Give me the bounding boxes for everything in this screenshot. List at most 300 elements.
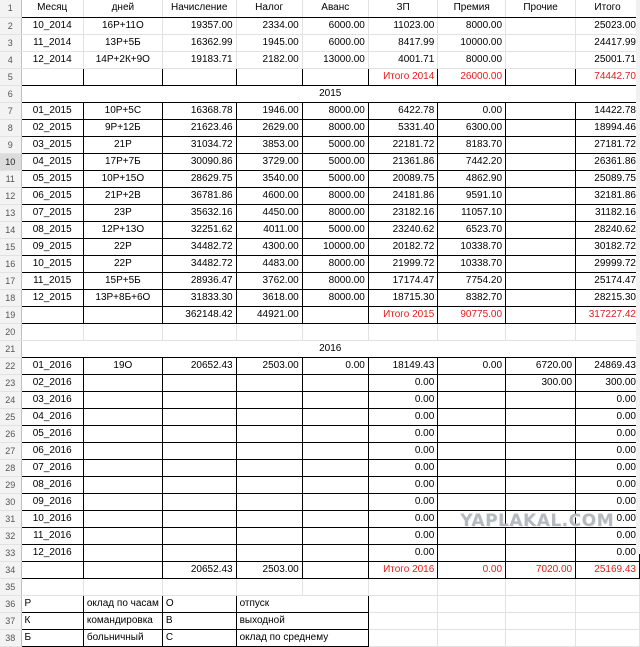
cell-salary[interactable]: 24181.86 (368, 187, 437, 204)
empty-cell[interactable] (162, 578, 236, 595)
cell-tax[interactable]: 2503.00 (236, 561, 302, 578)
cell-advance[interactable]: 5000.00 (302, 170, 368, 187)
cell-bonus-total[interactable]: 0.00 (438, 561, 506, 578)
cell-advance[interactable] (302, 391, 368, 408)
cell-other[interactable] (506, 391, 576, 408)
cell-month[interactable]: 04_2015 (21, 153, 83, 170)
cell-salary[interactable]: 0.00 (368, 527, 437, 544)
cell-accrual[interactable] (162, 544, 236, 561)
row-header[interactable]: 4 (0, 51, 21, 68)
cell-tax[interactable]: 4600.00 (236, 187, 302, 204)
cell-days[interactable]: 13Р+8Б+6О (83, 289, 162, 306)
row-header[interactable]: 19 (0, 306, 21, 323)
empty-cell[interactable] (302, 578, 368, 595)
cell-other[interactable]: 300.00 (506, 374, 576, 391)
cell-salary[interactable]: 4001.71 (368, 51, 437, 68)
cell-tax[interactable]: 4300.00 (236, 238, 302, 255)
empty-cell[interactable] (83, 578, 162, 595)
cell-salary[interactable]: 0.00 (368, 493, 437, 510)
row-header[interactable]: 32 (0, 527, 21, 544)
cell-advance[interactable]: 6000.00 (302, 17, 368, 34)
cell-accrual[interactable]: 28629.75 (162, 170, 236, 187)
cell-total[interactable]: 30182.72 (576, 238, 640, 255)
cell-month[interactable]: 12_2015 (21, 289, 83, 306)
cell-other[interactable] (506, 255, 576, 272)
cell-month[interactable] (21, 561, 83, 578)
cell-total[interactable]: 25023.00 (576, 17, 640, 34)
cell-total[interactable]: 24417.99 (576, 34, 640, 51)
empty-cell[interactable] (576, 595, 640, 612)
cell-accrual[interactable]: 35632.16 (162, 204, 236, 221)
cell-tax[interactable]: 3618.00 (236, 289, 302, 306)
cell-bonus[interactable]: 4862.90 (438, 170, 506, 187)
cell-days[interactable] (83, 442, 162, 459)
cell-bonus[interactable] (438, 391, 506, 408)
cell-accrual[interactable]: 30090.86 (162, 153, 236, 170)
cell-month[interactable]: 08_2015 (21, 221, 83, 238)
cell-days[interactable] (83, 561, 162, 578)
cell-days[interactable] (83, 527, 162, 544)
cell-month[interactable]: 05_2016 (21, 425, 83, 442)
empty-cell[interactable] (83, 323, 162, 340)
cell-accrual[interactable]: 34482.72 (162, 255, 236, 272)
cell-tax[interactable] (236, 527, 302, 544)
legend-text[interactable]: оклад по среднему (236, 629, 368, 646)
cell-salary[interactable]: 23240.62 (368, 221, 437, 238)
cell-days[interactable] (83, 493, 162, 510)
cell-total[interactable]: 0.00 (576, 476, 640, 493)
cell-other[interactable] (506, 408, 576, 425)
empty-cell[interactable] (506, 629, 576, 646)
row-header[interactable]: 22 (0, 357, 21, 374)
empty-cell[interactable] (368, 629, 437, 646)
empty-cell[interactable] (162, 323, 236, 340)
cell-bonus[interactable]: 6300.00 (438, 119, 506, 136)
cell-other[interactable] (506, 136, 576, 153)
cell-accrual[interactable] (162, 510, 236, 527)
cell-month[interactable]: 10_2016 (21, 510, 83, 527)
cell-total[interactable]: 0.00 (576, 459, 640, 476)
cell-other[interactable] (506, 493, 576, 510)
cell-advance[interactable]: 5000.00 (302, 153, 368, 170)
empty-cell[interactable] (506, 595, 576, 612)
cell-month[interactable]: 11_2016 (21, 527, 83, 544)
cell-bonus[interactable]: 8183.70 (438, 136, 506, 153)
cell-salary[interactable]: 20089.75 (368, 170, 437, 187)
empty-cell[interactable] (368, 578, 437, 595)
cell-total[interactable]: 25001.71 (576, 51, 640, 68)
row-header[interactable]: 9 (0, 136, 21, 153)
row-header[interactable]: 26 (0, 425, 21, 442)
cell-days[interactable]: 13Р+5Б (83, 34, 162, 51)
total-label[interactable]: Итого 2014 (368, 68, 437, 85)
cell-salary[interactable]: 0.00 (368, 408, 437, 425)
cell-tax[interactable] (236, 510, 302, 527)
row-header[interactable]: 35 (0, 578, 21, 595)
cell-other[interactable] (506, 102, 576, 119)
cell-bonus[interactable]: 9591.10 (438, 187, 506, 204)
cell-month[interactable]: 07_2016 (21, 459, 83, 476)
cell-bonus[interactable]: 8382.70 (438, 289, 506, 306)
cell-grand-total[interactable]: 74442.70 (576, 68, 640, 85)
empty-cell[interactable] (438, 578, 506, 595)
cell-advance[interactable] (302, 561, 368, 578)
total-label[interactable]: Итого 2016 (368, 561, 437, 578)
legend-code[interactable]: С (162, 629, 236, 646)
year-header[interactable]: 2015 (21, 85, 640, 102)
cell-advance[interactable] (302, 442, 368, 459)
cell-bonus[interactable] (438, 459, 506, 476)
cell-days[interactable] (83, 391, 162, 408)
cell-days[interactable]: 22Р (83, 238, 162, 255)
cell-accrual[interactable] (162, 493, 236, 510)
cell-total[interactable]: 28240.62 (576, 221, 640, 238)
cell-month[interactable]: 11_2015 (21, 272, 83, 289)
cell-bonus[interactable]: 7754.20 (438, 272, 506, 289)
cell-days[interactable] (83, 306, 162, 323)
row-header[interactable]: 37 (0, 612, 21, 629)
cell-salary[interactable]: 22181.72 (368, 136, 437, 153)
cell-days[interactable]: 17Р+7Б (83, 153, 162, 170)
cell-total[interactable]: 29999.72 (576, 255, 640, 272)
cell-month[interactable]: 10_2015 (21, 255, 83, 272)
cell-salary[interactable]: 5331.40 (368, 119, 437, 136)
cell-bonus[interactable]: 11057.10 (438, 204, 506, 221)
cell-tax[interactable] (236, 476, 302, 493)
vertical-scrollbar[interactable] (636, 0, 640, 554)
legend-text[interactable]: отпуск (236, 595, 368, 612)
empty-cell[interactable] (368, 612, 437, 629)
column-header[interactable]: Начисление (162, 0, 236, 17)
cell-total[interactable]: 14422.78 (576, 102, 640, 119)
cell-accrual[interactable]: 16362.99 (162, 34, 236, 51)
empty-cell[interactable] (576, 578, 640, 595)
empty-cell[interactable] (236, 578, 302, 595)
row-header[interactable]: 23 (0, 374, 21, 391)
legend-code[interactable]: О (162, 595, 236, 612)
empty-cell[interactable] (236, 323, 302, 340)
total-label[interactable]: Итого 2015 (368, 306, 437, 323)
cell-salary[interactable]: 18715.30 (368, 289, 437, 306)
cell-salary[interactable]: 0.00 (368, 425, 437, 442)
cell-days[interactable]: 14Р+2К+9О (83, 51, 162, 68)
column-header[interactable]: Итого (576, 0, 640, 17)
empty-cell[interactable] (506, 323, 576, 340)
cell-salary[interactable]: 11023.00 (368, 17, 437, 34)
cell-salary[interactable]: 18149.43 (368, 357, 437, 374)
row-header[interactable]: 27 (0, 442, 21, 459)
cell-advance[interactable] (302, 476, 368, 493)
row-header[interactable]: 28 (0, 459, 21, 476)
cell-tax[interactable] (236, 374, 302, 391)
cell-days[interactable] (83, 408, 162, 425)
cell-days[interactable] (83, 544, 162, 561)
cell-salary[interactable]: 21361.86 (368, 153, 437, 170)
cell-bonus[interactable]: 8000.00 (438, 51, 506, 68)
cell-days[interactable]: 22Р (83, 255, 162, 272)
cell-total[interactable]: 27181.72 (576, 136, 640, 153)
cell-advance[interactable] (302, 510, 368, 527)
cell-other[interactable] (506, 289, 576, 306)
cell-bonus[interactable] (438, 374, 506, 391)
cell-other-total[interactable] (506, 68, 576, 85)
cell-accrual[interactable]: 31034.72 (162, 136, 236, 153)
empty-cell[interactable] (21, 578, 83, 595)
cell-tax[interactable]: 3729.00 (236, 153, 302, 170)
cell-advance[interactable] (302, 68, 368, 85)
cell-month[interactable]: 11_2014 (21, 34, 83, 51)
cell-days[interactable]: 15Р+5Б (83, 272, 162, 289)
cell-month[interactable]: 03_2015 (21, 136, 83, 153)
cell-days[interactable]: 19О (83, 357, 162, 374)
cell-accrual[interactable]: 362148.42 (162, 306, 236, 323)
empty-cell[interactable] (506, 612, 576, 629)
cell-tax[interactable] (236, 425, 302, 442)
cell-total[interactable]: 24869.43 (576, 357, 640, 374)
cell-tax[interactable] (236, 408, 302, 425)
cell-advance[interactable] (302, 527, 368, 544)
row-header[interactable]: 18 (0, 289, 21, 306)
cell-days[interactable]: 21Р (83, 136, 162, 153)
row-header[interactable]: 30 (0, 493, 21, 510)
cell-accrual[interactable]: 34482.72 (162, 238, 236, 255)
cell-tax[interactable]: 3762.00 (236, 272, 302, 289)
cell-other-total[interactable]: 7020.00 (506, 561, 576, 578)
cell-accrual[interactable]: 28936.47 (162, 272, 236, 289)
cell-bonus[interactable]: 8000.00 (438, 17, 506, 34)
column-header[interactable]: ЗП (368, 0, 437, 17)
cell-other[interactable]: 6720.00 (506, 357, 576, 374)
column-header[interactable]: дней (83, 0, 162, 17)
cell-accrual[interactable] (162, 527, 236, 544)
cell-accrual[interactable]: 20652.43 (162, 561, 236, 578)
row-header[interactable]: 3 (0, 34, 21, 51)
cell-advance[interactable]: 5000.00 (302, 221, 368, 238)
cell-tax[interactable]: 2182.00 (236, 51, 302, 68)
cell-advance[interactable] (302, 493, 368, 510)
cell-accrual[interactable]: 36781.86 (162, 187, 236, 204)
empty-cell[interactable] (506, 578, 576, 595)
cell-bonus[interactable]: 10000.00 (438, 34, 506, 51)
empty-cell[interactable] (302, 323, 368, 340)
row-header[interactable]: 24 (0, 391, 21, 408)
cell-salary[interactable]: 23182.16 (368, 204, 437, 221)
column-header[interactable]: Прочие (506, 0, 576, 17)
cell-accrual[interactable] (162, 476, 236, 493)
column-header[interactable]: Премия (438, 0, 506, 17)
cell-accrual[interactable]: 19183.71 (162, 51, 236, 68)
cell-tax[interactable]: 2334.00 (236, 17, 302, 34)
cell-bonus[interactable] (438, 425, 506, 442)
row-header[interactable]: 29 (0, 476, 21, 493)
row-header[interactable]: 1 (0, 0, 21, 17)
cell-bonus[interactable] (438, 408, 506, 425)
cell-tax[interactable]: 1946.00 (236, 102, 302, 119)
cell-tax[interactable]: 4483.00 (236, 255, 302, 272)
cell-month[interactable]: 09_2015 (21, 238, 83, 255)
row-header[interactable]: 21 (0, 340, 21, 357)
cell-days[interactable]: 23Р (83, 204, 162, 221)
cell-salary[interactable]: 0.00 (368, 510, 437, 527)
cell-days[interactable]: 16Р+11О (83, 17, 162, 34)
cell-month[interactable]: 12_2016 (21, 544, 83, 561)
cell-accrual[interactable] (162, 391, 236, 408)
cell-advance[interactable]: 8000.00 (302, 272, 368, 289)
cell-bonus[interactable]: 0.00 (438, 102, 506, 119)
empty-cell[interactable] (368, 595, 437, 612)
cell-total[interactable]: 18994.46 (576, 119, 640, 136)
cell-bonus-total[interactable]: 26000.00 (438, 68, 506, 85)
cell-days[interactable]: 9Р+12Б (83, 119, 162, 136)
cell-other[interactable] (506, 272, 576, 289)
cell-days[interactable]: 10Р+15О (83, 170, 162, 187)
cell-month[interactable]: 10_2014 (21, 17, 83, 34)
cell-grand-total[interactable]: 317227.42 (576, 306, 640, 323)
cell-month[interactable]: 06_2016 (21, 442, 83, 459)
empty-cell[interactable] (576, 629, 640, 646)
cell-advance[interactable] (302, 374, 368, 391)
cell-month[interactable]: 04_2016 (21, 408, 83, 425)
cell-salary[interactable]: 0.00 (368, 374, 437, 391)
empty-cell[interactable] (21, 323, 83, 340)
cell-bonus[interactable]: 10338.70 (438, 255, 506, 272)
cell-other[interactable] (506, 544, 576, 561)
cell-total[interactable]: 0.00 (576, 510, 640, 527)
cell-advance[interactable]: 8000.00 (302, 204, 368, 221)
row-header[interactable]: 15 (0, 238, 21, 255)
cell-other[interactable] (506, 459, 576, 476)
legend-code[interactable]: Р (21, 595, 83, 612)
row-header[interactable]: 2 (0, 17, 21, 34)
cell-salary[interactable]: 6422.78 (368, 102, 437, 119)
cell-accrual[interactable] (162, 459, 236, 476)
cell-other[interactable] (506, 238, 576, 255)
cell-other[interactable] (506, 34, 576, 51)
cell-other[interactable] (506, 153, 576, 170)
cell-tax[interactable] (236, 544, 302, 561)
cell-other[interactable] (506, 170, 576, 187)
row-header[interactable]: 38 (0, 629, 21, 646)
cell-bonus[interactable]: 6523.70 (438, 221, 506, 238)
cell-month[interactable]: 03_2016 (21, 391, 83, 408)
cell-total[interactable]: 0.00 (576, 408, 640, 425)
empty-cell[interactable] (438, 612, 506, 629)
cell-tax[interactable]: 44921.00 (236, 306, 302, 323)
row-header[interactable]: 8 (0, 119, 21, 136)
cell-tax[interactable]: 3853.00 (236, 136, 302, 153)
cell-days[interactable] (83, 510, 162, 527)
cell-accrual[interactable]: 32251.62 (162, 221, 236, 238)
cell-grand-total[interactable]: 25169.43 (576, 561, 640, 578)
cell-other[interactable] (506, 51, 576, 68)
cell-accrual[interactable] (162, 425, 236, 442)
row-header[interactable]: 11 (0, 170, 21, 187)
cell-advance[interactable]: 8000.00 (302, 102, 368, 119)
column-header[interactable]: Налог (236, 0, 302, 17)
cell-days[interactable]: 10Р+5С (83, 102, 162, 119)
cell-total[interactable]: 0.00 (576, 544, 640, 561)
cell-other[interactable] (506, 221, 576, 238)
cell-days[interactable]: 21Р+2В (83, 187, 162, 204)
row-header[interactable]: 16 (0, 255, 21, 272)
cell-total[interactable]: 31182.16 (576, 204, 640, 221)
row-header[interactable]: 25 (0, 408, 21, 425)
cell-month[interactable]: 12_2014 (21, 51, 83, 68)
column-header[interactable]: Месяц (21, 0, 83, 17)
cell-month[interactable] (21, 68, 83, 85)
row-header[interactable]: 10 (0, 153, 21, 170)
cell-total[interactable]: 0.00 (576, 391, 640, 408)
empty-cell[interactable] (576, 612, 640, 629)
column-header[interactable]: Аванс (302, 0, 368, 17)
cell-total[interactable]: 300.00 (576, 374, 640, 391)
cell-bonus[interactable] (438, 476, 506, 493)
row-header[interactable]: 12 (0, 187, 21, 204)
cell-tax[interactable] (236, 493, 302, 510)
legend-text[interactable]: больничный (83, 629, 162, 646)
cell-tax[interactable]: 3540.00 (236, 170, 302, 187)
cell-month[interactable]: 02_2016 (21, 374, 83, 391)
cell-bonus-total[interactable]: 90775.00 (438, 306, 506, 323)
cell-bonus[interactable] (438, 493, 506, 510)
cell-advance[interactable]: 13000.00 (302, 51, 368, 68)
legend-code[interactable]: Б (21, 629, 83, 646)
cell-other[interactable] (506, 17, 576, 34)
cell-salary[interactable]: 0.00 (368, 459, 437, 476)
cell-accrual[interactable]: 31833.30 (162, 289, 236, 306)
cell-salary[interactable]: 20182.72 (368, 238, 437, 255)
cell-days[interactable] (83, 68, 162, 85)
row-header[interactable]: 14 (0, 221, 21, 238)
cell-other[interactable] (506, 204, 576, 221)
cell-tax[interactable] (236, 459, 302, 476)
cell-advance[interactable]: 6000.00 (302, 34, 368, 51)
cell-month[interactable]: 01_2015 (21, 102, 83, 119)
cell-month[interactable]: 02_2015 (21, 119, 83, 136)
cell-days[interactable] (83, 374, 162, 391)
cell-bonus[interactable] (438, 544, 506, 561)
cell-tax[interactable]: 4450.00 (236, 204, 302, 221)
cell-tax[interactable] (236, 442, 302, 459)
cell-tax[interactable]: 2503.00 (236, 357, 302, 374)
cell-total[interactable]: 0.00 (576, 527, 640, 544)
legend-text[interactable]: оклад по часам (83, 595, 162, 612)
cell-advance[interactable] (302, 306, 368, 323)
legend-text[interactable]: выходной (236, 612, 368, 629)
row-header[interactable]: 6 (0, 85, 21, 102)
cell-advance[interactable]: 0.00 (302, 357, 368, 374)
cell-tax[interactable] (236, 68, 302, 85)
cell-advance[interactable] (302, 544, 368, 561)
cell-advance[interactable]: 8000.00 (302, 187, 368, 204)
cell-other[interactable] (506, 476, 576, 493)
cell-bonus[interactable]: 10338.70 (438, 238, 506, 255)
cell-advance[interactable] (302, 408, 368, 425)
cell-accrual[interactable]: 19357.00 (162, 17, 236, 34)
cell-accrual[interactable] (162, 68, 236, 85)
legend-code[interactable]: В (162, 612, 236, 629)
row-header[interactable]: 5 (0, 68, 21, 85)
row-header[interactable]: 36 (0, 595, 21, 612)
cell-advance[interactable]: 8000.00 (302, 289, 368, 306)
cell-salary[interactable]: 21999.72 (368, 255, 437, 272)
cell-advance[interactable]: 10000.00 (302, 238, 368, 255)
cell-total[interactable]: 32181.86 (576, 187, 640, 204)
cell-accrual[interactable] (162, 442, 236, 459)
cell-accrual[interactable]: 16368.78 (162, 102, 236, 119)
cell-bonus[interactable]: 0.00 (438, 357, 506, 374)
cell-salary[interactable]: 0.00 (368, 391, 437, 408)
